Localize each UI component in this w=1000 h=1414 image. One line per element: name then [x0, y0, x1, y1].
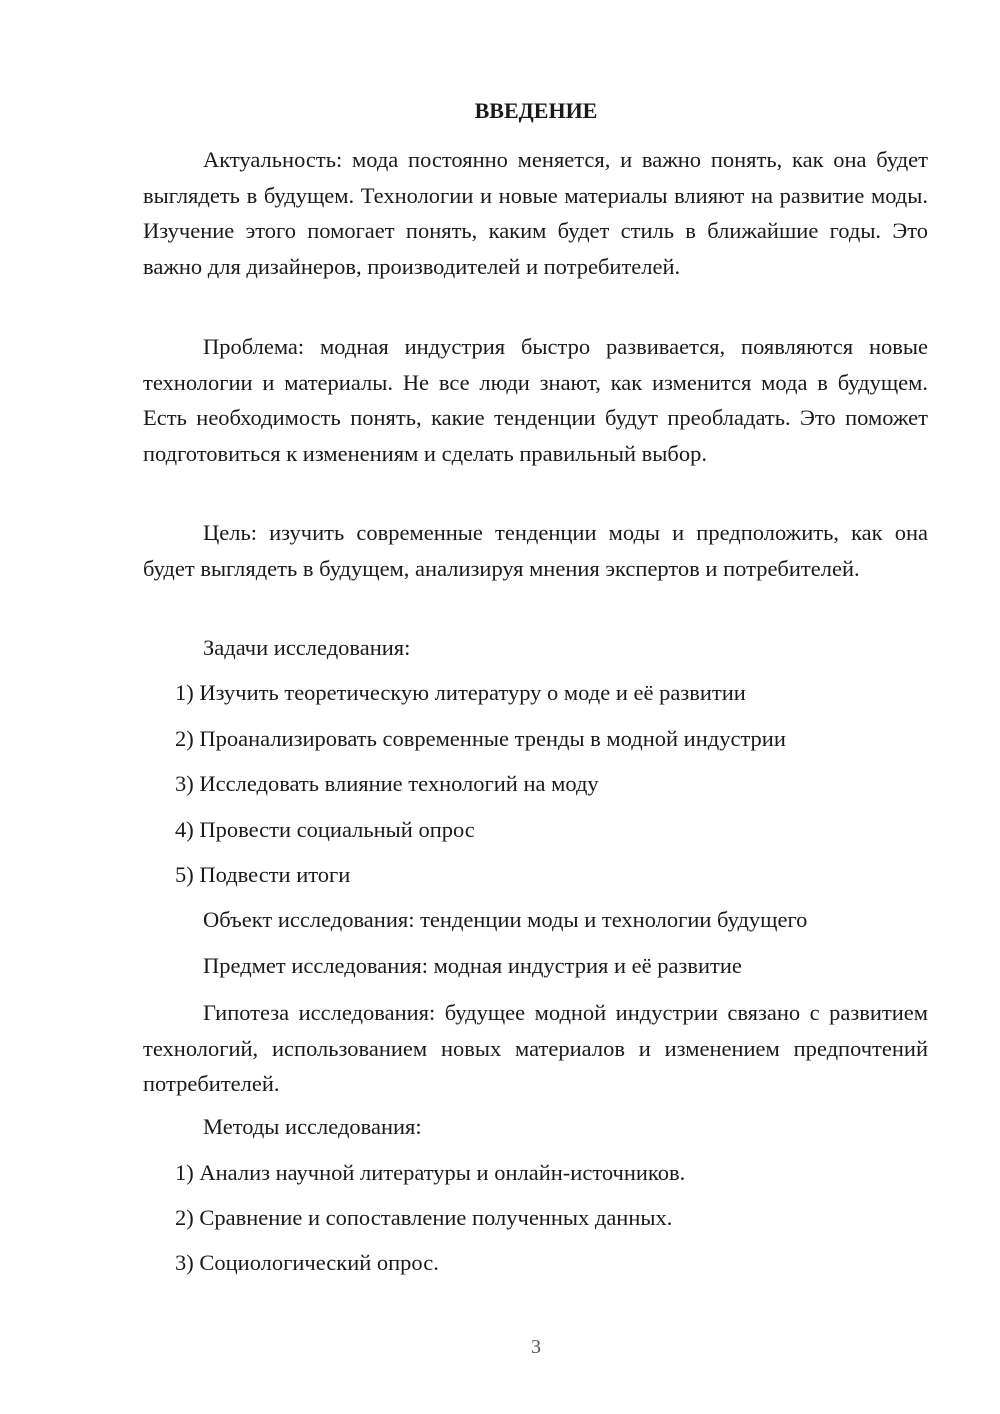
problem-paragraph: Проблема: модная индустрия быстро развивается, появляются новые технологии и материалы. Не все люди знают, как изменится мода в будущем. Есть необходимость понять, какие тенденции будут преобладать. Это поможет подготовиться к изменениям и сделать правильный выбор. [143, 334, 928, 466]
method-item: 3) Социологический опрос. [175, 1250, 439, 1275]
task-item: 3) Исследовать влияние технологий на моду [175, 771, 599, 796]
page-number: 3 [531, 1336, 541, 1358]
research-subject: Предмет исследования: модная индустрия и её развитие [203, 953, 742, 978]
task-item: 4) Провести социальный опрос [175, 817, 475, 842]
methods-heading: Методы исследования: [203, 1114, 422, 1139]
relevance-paragraph: Актуальность: мода постоянно меняется, и важно понять, как она будет выглядеть в будущем. Технологии и новые материалы влияют на развитие моды. Изучение этого помогает понять, каким будет стиль в ближайшие годы. Это важно для дизайнеров, производителей и потребителей. [143, 147, 928, 279]
method-item: 1) Анализ научной литературы и онлайн-источников. [175, 1160, 686, 1185]
page-title: ВВЕДЕНИЕ [474, 98, 598, 123]
task-item: 5) Подвести итоги [175, 862, 351, 887]
task-item: 2) Проанализировать современные тренды в модной индустрии [175, 726, 786, 751]
task-item: 1) Изучить теоретическую литературу о моде и её развитии [175, 680, 746, 705]
goal-paragraph: Цель: изучить современные тенденции моды и предположить, как она будет выглядеть в будущем, анализируя мнения экспертов и потребителей. [143, 520, 928, 581]
method-item: 2) Сравнение и сопоставление полученных данных. [175, 1205, 673, 1230]
hypothesis-paragraph: Гипотеза исследования: будущее модной индустрии связано с развитием технологий, использованием новых материалов и изменением предпочтений потребителей. [143, 1000, 928, 1096]
tasks-heading: Задачи исследования: [203, 635, 411, 660]
research-object: Объект исследования: тенденции моды и технологии будущего [203, 907, 808, 932]
